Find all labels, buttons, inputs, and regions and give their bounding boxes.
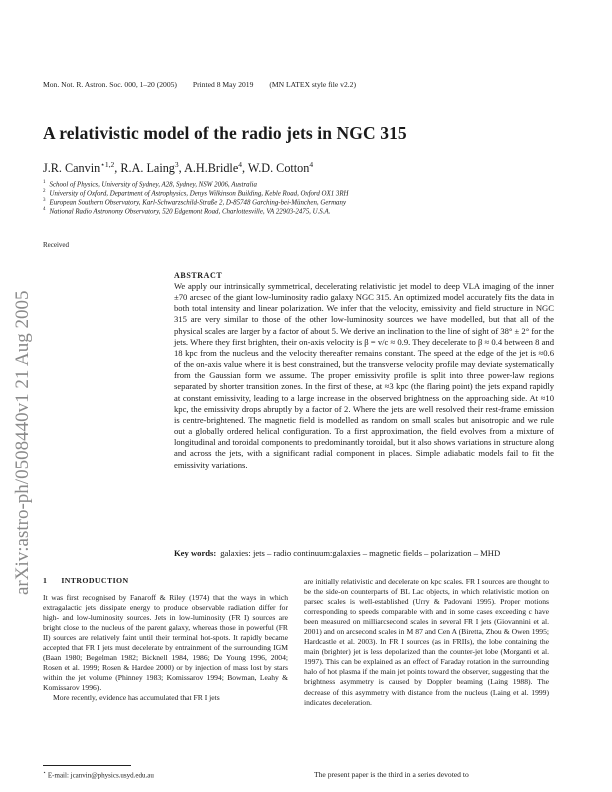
left-column <box>43 593 288 704</box>
affiliation <box>43 198 346 206</box>
keywords-label: Key words: <box>174 548 217 558</box>
author-list: J.R. Canvin$^{⋆1,2}$, R.A. Laing$^3$, A.H.Bridle$^4$, W.D. Cotton$^4$ <box>43 160 314 176</box>
received-line: Received <box>43 241 70 249</box>
affiliation <box>43 189 349 197</box>
footnote <box>43 770 154 779</box>
affiliation-text: European Southern Observatory, Karl-Schwarzschild-Straße 2, D-85748 Garching-bei-München, Germany <box>49 199 347 207</box>
author-affil-mark: 3 <box>174 160 179 169</box>
body-paragraph: More recently, evidence has accumulated that FR I jets <box>53 693 220 703</box>
footnote-mark: ⋆ <box>43 771 47 776</box>
affiliation <box>43 180 257 188</box>
journal-citation: Mon. Not. R. Astron. Soc. 000, 1–20 (2005) <box>43 80 177 89</box>
footnote-text: E-mail: jcanvin@physics.usyd.edu.au <box>46 771 154 780</box>
abstract-text: We apply our intrinsically symmetrical, decelerating relativistic jet model to deep VLA imaging of the inner ±70 arcsec of the giant low-luminosity radio galaxy NGC 315. An optimized model accurately fits the data in both total intensity and linear polarization. We infer that the velocity, emissivity and field structure in NGC 315 are very similar to those of the other low-luminosity sources we have modelled, but that all of the physical scales are larger by a factor of about 5. We derive an inclination to the line of sight of 38° ± 2° for the jets. Where they first brighten, their on-axis velocity is β = v/c ≈ 0.9. They decelerate to β ≈ 0.4 between 8 and 18 kpc from the nucleus and the velocity thereafter remains constant. The speed at the edge of the jet is ≈0.6 of the on-axis value where it is best constrained, but the transverse velocity profile may deviate systematically from the Gaussian form we assume. The proper emissivity profile is split into three power-law regions separated by shorter transition zones. In the first of these, at ≈3 kpc (the flaring point) the jets expand rapidly at constant emissivity, leading to a large increase in the observed brightness on the approaching side. At ≈10 kpc, the emissivity drops abruptly by a factor of 2. Where the jets are well resolved their rest-frame emission is centre-brightened. The magnetic field is modelled as random on small scales but anisotropic and we rule out a globally ordered helical configuration. To a first approximation, the field evolves from a mixture of longitudinal and toroidal components to predominantly toroidal, but it also shows variations in structure along and across the jets, with a significant radial component in places. Simple adiabatic models fail to fit the emissivity variations. <box>174 281 554 470</box>
affiliation-number: 3 <box>43 198 46 203</box>
section-title: INTRODUCTION <box>61 576 129 585</box>
abstract-heading: ABSTRACT <box>174 271 223 280</box>
section-heading <box>43 576 143 585</box>
keywords-text: galaxies: jets – radio continuum:galaxies – magnetic fields – polarization – MHD <box>220 548 501 558</box>
author-name: W.D. Cotton <box>247 161 310 176</box>
section-number: 1 <box>43 576 48 585</box>
author-affil-mark: ⋆1,2 <box>100 160 115 169</box>
footnote-rule <box>43 765 131 766</box>
arxiv-id-text: arXiv:astro-ph/0508440v1 21 Aug 2005 <box>12 290 33 595</box>
author-name: R.A. Laing <box>120 161 175 176</box>
arxiv-stamp <box>2 190 40 600</box>
printed-date: Printed 8 May 2019 <box>192 80 254 89</box>
author-name: A.H.Bridle <box>184 161 239 176</box>
affiliation-number: 2 <box>43 189 46 194</box>
author-affil-mark: 4 <box>309 160 314 169</box>
author-affil-mark: 4 <box>238 160 242 169</box>
right-column <box>304 577 549 708</box>
running-header <box>43 80 370 89</box>
body-paragraph: It was first recognised by Fanaroff & Riley (1974) that the ways in which extragalactic jets dissipate energy to produce observable radiation differ for high- and low-luminosity sources. Jets in low-luminosity (FR I) sources are bright close to the nucleus of the parent galaxy, whereas those in powerful (FR II) sources are relatively faint until their terminal hot-spots. It rapidly became accepted that FR I jets must decelerate by entrainment of the surrounding IGM (Baan 1980; Begelman 1982; Bicknell 1984, 1986; De Young 1996, 2004; Rosen et al. 1999; Rosen & Hardee 2000) or by injection of mass lost by stars within the jet volume (Phinney 1983; Komissarov 1994; Bowman, Leahy & Komissarov 1996). <box>43 593 288 693</box>
affiliation-text: School of Physics, University of Sydney, A28, Sydney, NSW 2006, Australia <box>49 181 257 189</box>
keywords <box>174 548 554 559</box>
affiliation-number: 4 <box>43 207 46 212</box>
affiliation <box>43 207 330 215</box>
affiliation-text: University of Oxford, Department of Astrophysics, Denys Wilkinson Building, Keble Road, Oxford OX1 3RH <box>49 190 349 198</box>
continuation-line: The present paper is the third in a series devoted to <box>314 770 469 779</box>
affiliation-text: National Radio Astronomy Observatory, 520 Edgemont Road, Charlottesville, VA 22903-2475, U.S.A. <box>49 208 331 216</box>
style-file-note: (MN LATEX style file v2.2) <box>269 80 356 89</box>
author-name: J.R. Canvin <box>43 161 101 176</box>
body-paragraph: are initially relativistic and decelerate on kpc scales. FR I sources are thought to be the side-on counterparts of BL Lac objects, in which relativistic motion on parsec scales is well-established (Urry & Padovani 1995). Proper motions corresponding to speeds comparable with and in some cases exceeding c have been measured on milliarcsecond scales in several FR I jets (Giovannini et al. 2001) and on arcsecond scales in M 87 and Cen A (Biretta, Zhou & Owen 1995; Hardcastle et al. 2003). In FR I sources (as in FRIIs), the lobe containing the main (brighter) jet is less depolarized than the counter-jet lobe (Morganti et al. 1997). This can be explained as an effect of Faraday rotation in the surrounding halo of hot plasma if the main jet points toward the observer, suggesting that the brightness asymmetry is caused by Doppler beaming (Laing 1988). The decrease of this asymmetry with distance from the nucleus (Laing et al. 1999) indicates deceleration. <box>304 577 549 707</box>
paper-title: A relativistic model of the radio jets in NGC 315 <box>43 123 407 143</box>
affiliation-number: 1 <box>43 180 46 185</box>
